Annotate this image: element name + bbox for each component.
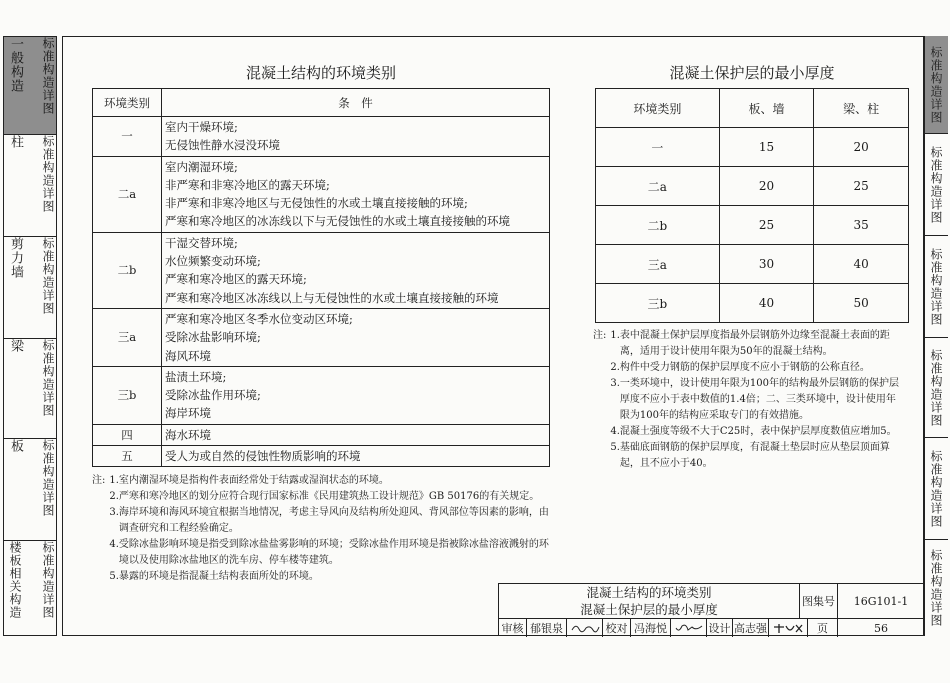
table-row <box>93 232 550 308</box>
left-tab-general[interactable] <box>4 37 56 135</box>
note-label: 注: <box>593 330 607 341</box>
left-tab-category: 剪力墙 <box>8 237 23 279</box>
note-text: 室内潮湿环境是指构件表面经常处于结露或湿润状态的环境。 <box>118 475 389 486</box>
design-label: 设计 <box>707 619 733 637</box>
table-header-row <box>93 89 550 117</box>
table-row <box>93 156 550 232</box>
note-text: 基础底面钢筋的保护层厚度，有混凝土垫层时应从垫层顶面算起，且不应小于40。 <box>619 442 890 469</box>
atlas-no-label: 图集号 <box>800 584 838 619</box>
env-type-cell: 二a <box>596 167 720 206</box>
condition-line: 水位频繁变动环境; <box>165 254 261 269</box>
table-row <box>93 446 550 467</box>
env-notes <box>92 473 557 585</box>
condition-line: 受除冰盐作用环境; <box>165 388 261 403</box>
condition-line: 非严寒和非寒冷地区与无侵蚀性的水或土壤直接接触的环境; <box>165 196 468 211</box>
table-row <box>596 128 909 167</box>
note-item <box>92 473 557 489</box>
thickness-cell: 20 <box>719 167 814 206</box>
condition-line: 干湿交替环境; <box>165 235 238 250</box>
note-label: 注: <box>92 475 106 486</box>
table-row <box>596 245 909 284</box>
drawing-title <box>499 584 800 619</box>
title-block <box>498 583 924 636</box>
designer-signature <box>769 619 808 637</box>
condition-line: 非严寒和非寒冷地区的露天环境; <box>165 177 330 192</box>
note-item <box>92 537 557 569</box>
right-tab-slab[interactable]: 标准构造详图 <box>925 438 948 540</box>
table-row <box>93 366 550 424</box>
left-tab-standard: 标准构造详图 <box>41 37 55 115</box>
env-type-cell: 三b <box>596 284 720 323</box>
left-tab-slab[interactable] <box>4 439 56 541</box>
concrete-cover-table <box>595 88 909 323</box>
left-tab-category: 梁 <box>8 339 23 353</box>
left-tab-category: 一般构造 <box>8 37 23 93</box>
env-type-cell: 四 <box>93 424 162 445</box>
thickness-cell: 25 <box>814 167 909 206</box>
note-item <box>593 440 905 472</box>
left-tab-standard: 标准构造详图 <box>41 135 55 213</box>
designer-name: 高志强 <box>733 619 769 637</box>
condition-line: 海风环境 <box>165 348 211 363</box>
note-number: 4. <box>109 539 119 550</box>
note-item <box>593 424 905 440</box>
checker-name: 冯海悦 <box>631 619 671 637</box>
env-type-cell: 二a <box>93 156 162 232</box>
cover-notes <box>593 328 905 472</box>
left-tab-standard: 标准构造详图 <box>41 439 55 517</box>
table-row <box>596 167 909 206</box>
left-tab-category: 柱 <box>8 135 23 149</box>
page-number: 56 <box>874 621 888 635</box>
left-tab-shear-wall[interactable] <box>4 237 56 339</box>
env-table-title: 混凝土结构的环境类别 <box>245 64 396 82</box>
conditions-cell <box>162 366 550 424</box>
condition-line: 受人为或自然的侵蚀性物质影响的环境 <box>165 449 361 464</box>
cover-table-title: 混凝土保护层的最小厚度 <box>669 64 835 82</box>
thickness-cell: 20 <box>814 128 909 167</box>
condition-line: 严寒和寒冷地区冰冻线以上与无侵蚀性的水或土壤直接接触的环境 <box>165 290 499 305</box>
env-type-cell: 三b <box>93 366 162 424</box>
env-type-cell: 五 <box>93 446 162 467</box>
right-tab-general[interactable]: 标准构造详图 <box>925 36 948 134</box>
header-beam-column: 梁、柱 <box>814 89 909 128</box>
note-text: 暴露的环境是指混凝土结构表面所处的环境。 <box>118 571 319 582</box>
note-item <box>92 489 557 505</box>
note-item <box>593 360 905 376</box>
left-tab-column[interactable] <box>4 135 56 237</box>
note-number: 5. <box>109 571 119 582</box>
right-tab-column[interactable]: 标准构造详图 <box>925 134 948 236</box>
condition-line: 盐渍土环境; <box>165 369 227 384</box>
thickness-cell: 25 <box>719 206 814 245</box>
header-env-category: 环境类别 <box>596 89 720 128</box>
env-type-cell: 二b <box>93 232 162 308</box>
left-tab-standard: 标准构造详图 <box>41 339 55 417</box>
note-text: 严寒和寒冷地区的划分应符合现行国家标准《民用建筑热工设计规范》GB 50176的有关规定。 <box>118 491 540 502</box>
env-type-cell: 二b <box>596 206 720 245</box>
thickness-cell: 40 <box>814 245 909 284</box>
condition-line: 海水环境 <box>165 427 211 442</box>
table-row <box>93 308 550 366</box>
left-tab-standard: 标准构造详图 <box>41 541 55 619</box>
review-label: 审核 <box>499 619 527 637</box>
note-number: 1. <box>109 475 119 486</box>
page-label: 页 <box>808 619 838 637</box>
header-env-category: 环境类别 <box>93 89 162 117</box>
checker-signature <box>671 619 707 637</box>
note-number: 5. <box>610 442 620 453</box>
thickness-cell: 15 <box>719 128 814 167</box>
check-label: 校对 <box>603 619 631 637</box>
note-text: 一类环境中，设计使用年限为100年的结构最外层钢筋的保护层厚度不应小于表中数值的1.4倍；二、三类环境中，设计使用年限为100年的结构应采取专门的有效措施。 <box>619 378 900 421</box>
note-text: 表中混凝土保护层厚度指最外层钢筋外边缘至混凝土表面的距离，适用于设计使用年限为50年的混凝土结构。 <box>619 330 890 357</box>
conditions-cell <box>162 308 550 366</box>
right-tab-shear-wall[interactable]: 标准构造详图 <box>925 236 948 338</box>
right-category-tabs <box>924 36 948 636</box>
note-item <box>593 376 905 424</box>
table-header-row <box>596 89 909 128</box>
condition-line: 室内干燥环境; <box>165 120 238 134</box>
conditions-cell <box>162 424 550 445</box>
note-text: 构件中受力钢筋的保护层厚度不应小于钢筋的公称直径。 <box>619 362 870 373</box>
table-row <box>596 206 909 245</box>
condition-line: 严寒和寒冷地区的冰冻线以下与无侵蚀性的水或土壤直接接触的环境 <box>165 214 510 229</box>
note-number: 3. <box>109 507 119 518</box>
drawing-title-line2: 混凝土保护层的最小厚度 <box>580 602 718 617</box>
left-tab-category: 楼板相关构造 <box>8 541 22 619</box>
atlas-no: 16G101-1 <box>838 584 924 619</box>
table-row <box>596 284 909 323</box>
thickness-cell: 30 <box>719 245 814 284</box>
note-text: 混凝土强度等级不大于C25时，表中保护层厚度数值应增加5。 <box>619 426 897 437</box>
conditions-cell <box>162 232 550 308</box>
condition-line: 严寒和寒冷地区的露天环境; <box>165 272 307 287</box>
header-slab-wall: 板、墙 <box>719 89 814 128</box>
condition-line: 室内潮湿环境; <box>165 159 238 174</box>
table-row <box>93 424 550 445</box>
condition-line: 受除冰盐影响环境; <box>165 330 261 345</box>
conditions-cell <box>162 446 550 467</box>
note-text: 受除冰盐影响环境是指受到除冰盐盐雾影响的环境；受除冰盐作用环境是指被除冰盐溶液溅射的环境以及使用除冰盐地区的洗车房、停车楼等建筑。 <box>118 539 549 566</box>
note-text: 海岸环境和海风环境宜根据当地情况，考虑主导风向及结构所处迎风、背风部位等因素的影响，由调查研究和工程经验确定。 <box>118 507 549 534</box>
note-number: 1. <box>610 330 620 341</box>
note-number: 3. <box>610 378 620 389</box>
env-type-cell: 一 <box>596 128 720 167</box>
right-tab-beam[interactable]: 标准构造详图 <box>925 338 948 438</box>
note-number: 4. <box>610 426 620 437</box>
reviewer-name: 郁银泉 <box>527 619 567 637</box>
header-conditions: 条 件 <box>162 89 550 117</box>
env-type-cell: 三a <box>93 308 162 366</box>
thickness-cell: 40 <box>719 284 814 323</box>
thickness-cell: 35 <box>814 206 909 245</box>
condition-line: 海岸环境 <box>165 406 211 421</box>
conditions-cell <box>162 117 550 157</box>
env-type-cell: 三a <box>596 245 720 284</box>
table-row <box>93 117 550 157</box>
left-tab-floor-related[interactable] <box>4 541 56 634</box>
condition-line: 无侵蚀性静水浸没环境 <box>165 138 280 153</box>
left-category-tabs <box>3 36 57 636</box>
left-tab-beam[interactable] <box>4 339 56 439</box>
environment-category-table <box>92 88 550 467</box>
drawing-title-line1: 混凝土结构的环境类别 <box>586 585 712 600</box>
note-item <box>92 505 557 537</box>
left-tab-standard: 标准构造详图 <box>41 237 55 315</box>
note-item <box>92 569 557 585</box>
condition-line: 严寒和寒冷地区冬季水位变动区环境; <box>165 311 353 326</box>
conditions-cell <box>162 156 550 232</box>
thickness-cell: 50 <box>814 284 909 323</box>
note-number: 2. <box>610 362 620 373</box>
left-tab-category: 板 <box>8 439 23 453</box>
reviewer-signature <box>567 619 603 637</box>
note-number: 2. <box>109 491 119 502</box>
note-item <box>593 328 905 360</box>
right-tab-floor-related[interactable]: 标准构造详图 <box>929 549 943 627</box>
env-type-cell: 一 <box>93 117 162 157</box>
